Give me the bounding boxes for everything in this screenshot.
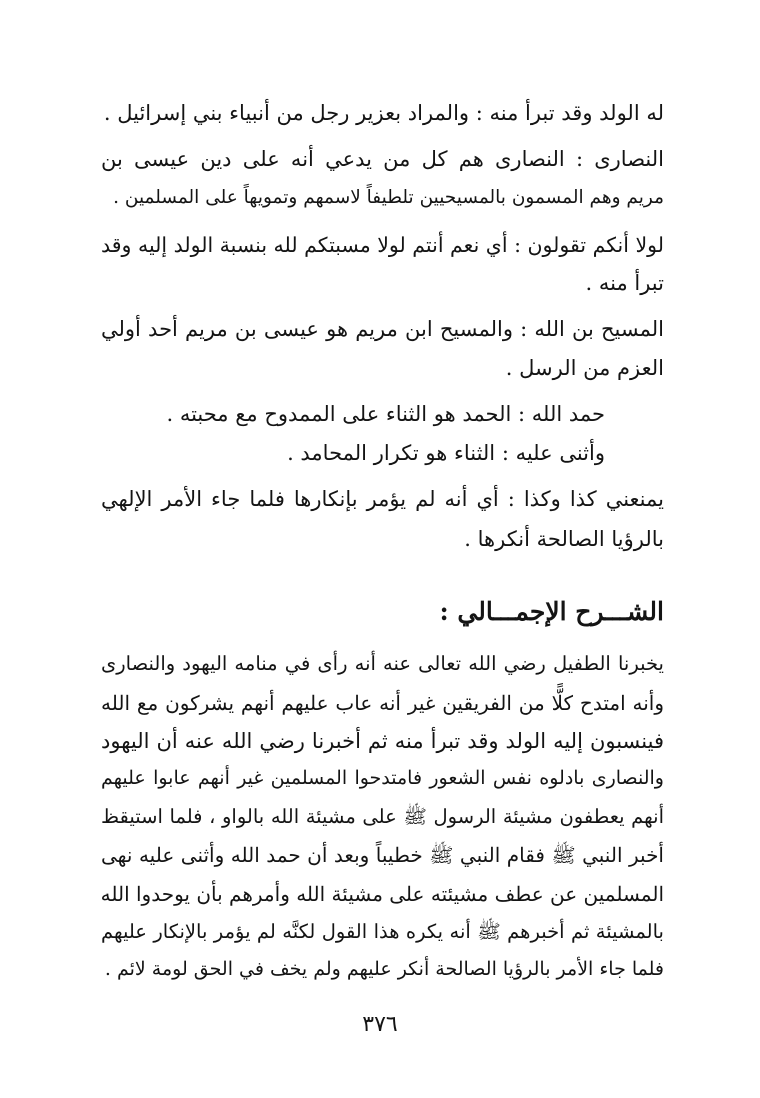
explanation-line: المسلمين عن عطف مشيئته على مشيئة الله وأمرهم بأن يوحدوا الله	[100, 882, 664, 906]
glossary-line: وأثنى عليه : الثناء هو تكرار المحامد .	[287, 441, 605, 465]
glossary-line: له الولد وقد تبرأ منه : والمراد بعزير رجل من أنبياء بني إسرائيل .	[103, 101, 664, 125]
page-number: ٣٧٦	[362, 1012, 398, 1037]
explanation-line: أنهم يعطفون مشيئة الرسول ﷺ على مشيئة الله بالواو ، فلما استيقظ	[101, 805, 664, 828]
explanation-line: وأنه امتدح كلًّا من الفريقين غير أنه عاب عليهم أنهم يشركون مع الله	[101, 691, 664, 715]
explanation-line: أخبر النبي ﷺ فقام النبي ﷺ خطيباً وبعد أن حمد الله وأثنى عليه نهى	[101, 843, 664, 867]
glossary-line: المسيح بن الله : والمسيح ابن مريم هو عيسى بن مريم أحد أولي	[101, 317, 664, 341]
explanation-line: يخبرنا الطفيل رضي الله تعالى عنه أنه رأى في منامه اليهود والنصارى	[101, 652, 664, 675]
section-heading: الشـــرح الإجمـــالي :	[439, 597, 664, 626]
glossary-line: لولا أنكم تقولون : أي نعم أنتم لولا مسبتكم لله بنسبة الولد إليه وقد	[101, 233, 664, 257]
explanation-line: بالمشيئة ثم أخبرهم ﷺ أنه يكره هذا القول لكنَّه لم يؤمر بالإنكار عليهم	[101, 920, 664, 943]
glossary-line: العزم من الرسل .	[505, 356, 664, 380]
glossary-line: حمد الله : الحمد هو الثناء على الممدوح مع محبته .	[166, 402, 605, 426]
glossary-line: النصارى : النصارى هم كل من يدعي أنه على دين عيسى بن	[101, 147, 664, 171]
explanation-line: فلما جاء الأمر بالرؤيا الصالحة أنكر عليهم ولم يخف في الحق لومة لائم .	[104, 958, 664, 980]
glossary-line: بالرؤيا الصالحة أنكرها .	[464, 527, 664, 551]
glossary-line: يمنعني كذا وكذا : أي أنه لم يؤمر بإنكارها فلما جاء الأمر الإلهي	[101, 487, 664, 511]
explanation-line: فينسبون إليه الولد وقد تبرأ منه ثم أخبرنا رضي الله عنه أن اليهود	[101, 729, 664, 753]
glossary-line: تبرأ منه .	[585, 271, 664, 295]
explanation-line: والنصارى بادلوه نفس الشعور فامتدحوا المسلمين غير أنهم عابوا عليهم	[101, 767, 664, 789]
glossary-line: مريم وهم المسمون بالمسيحيين تلطيفاً لاسمهم وتمويهاً على المسلمين .	[113, 187, 664, 208]
